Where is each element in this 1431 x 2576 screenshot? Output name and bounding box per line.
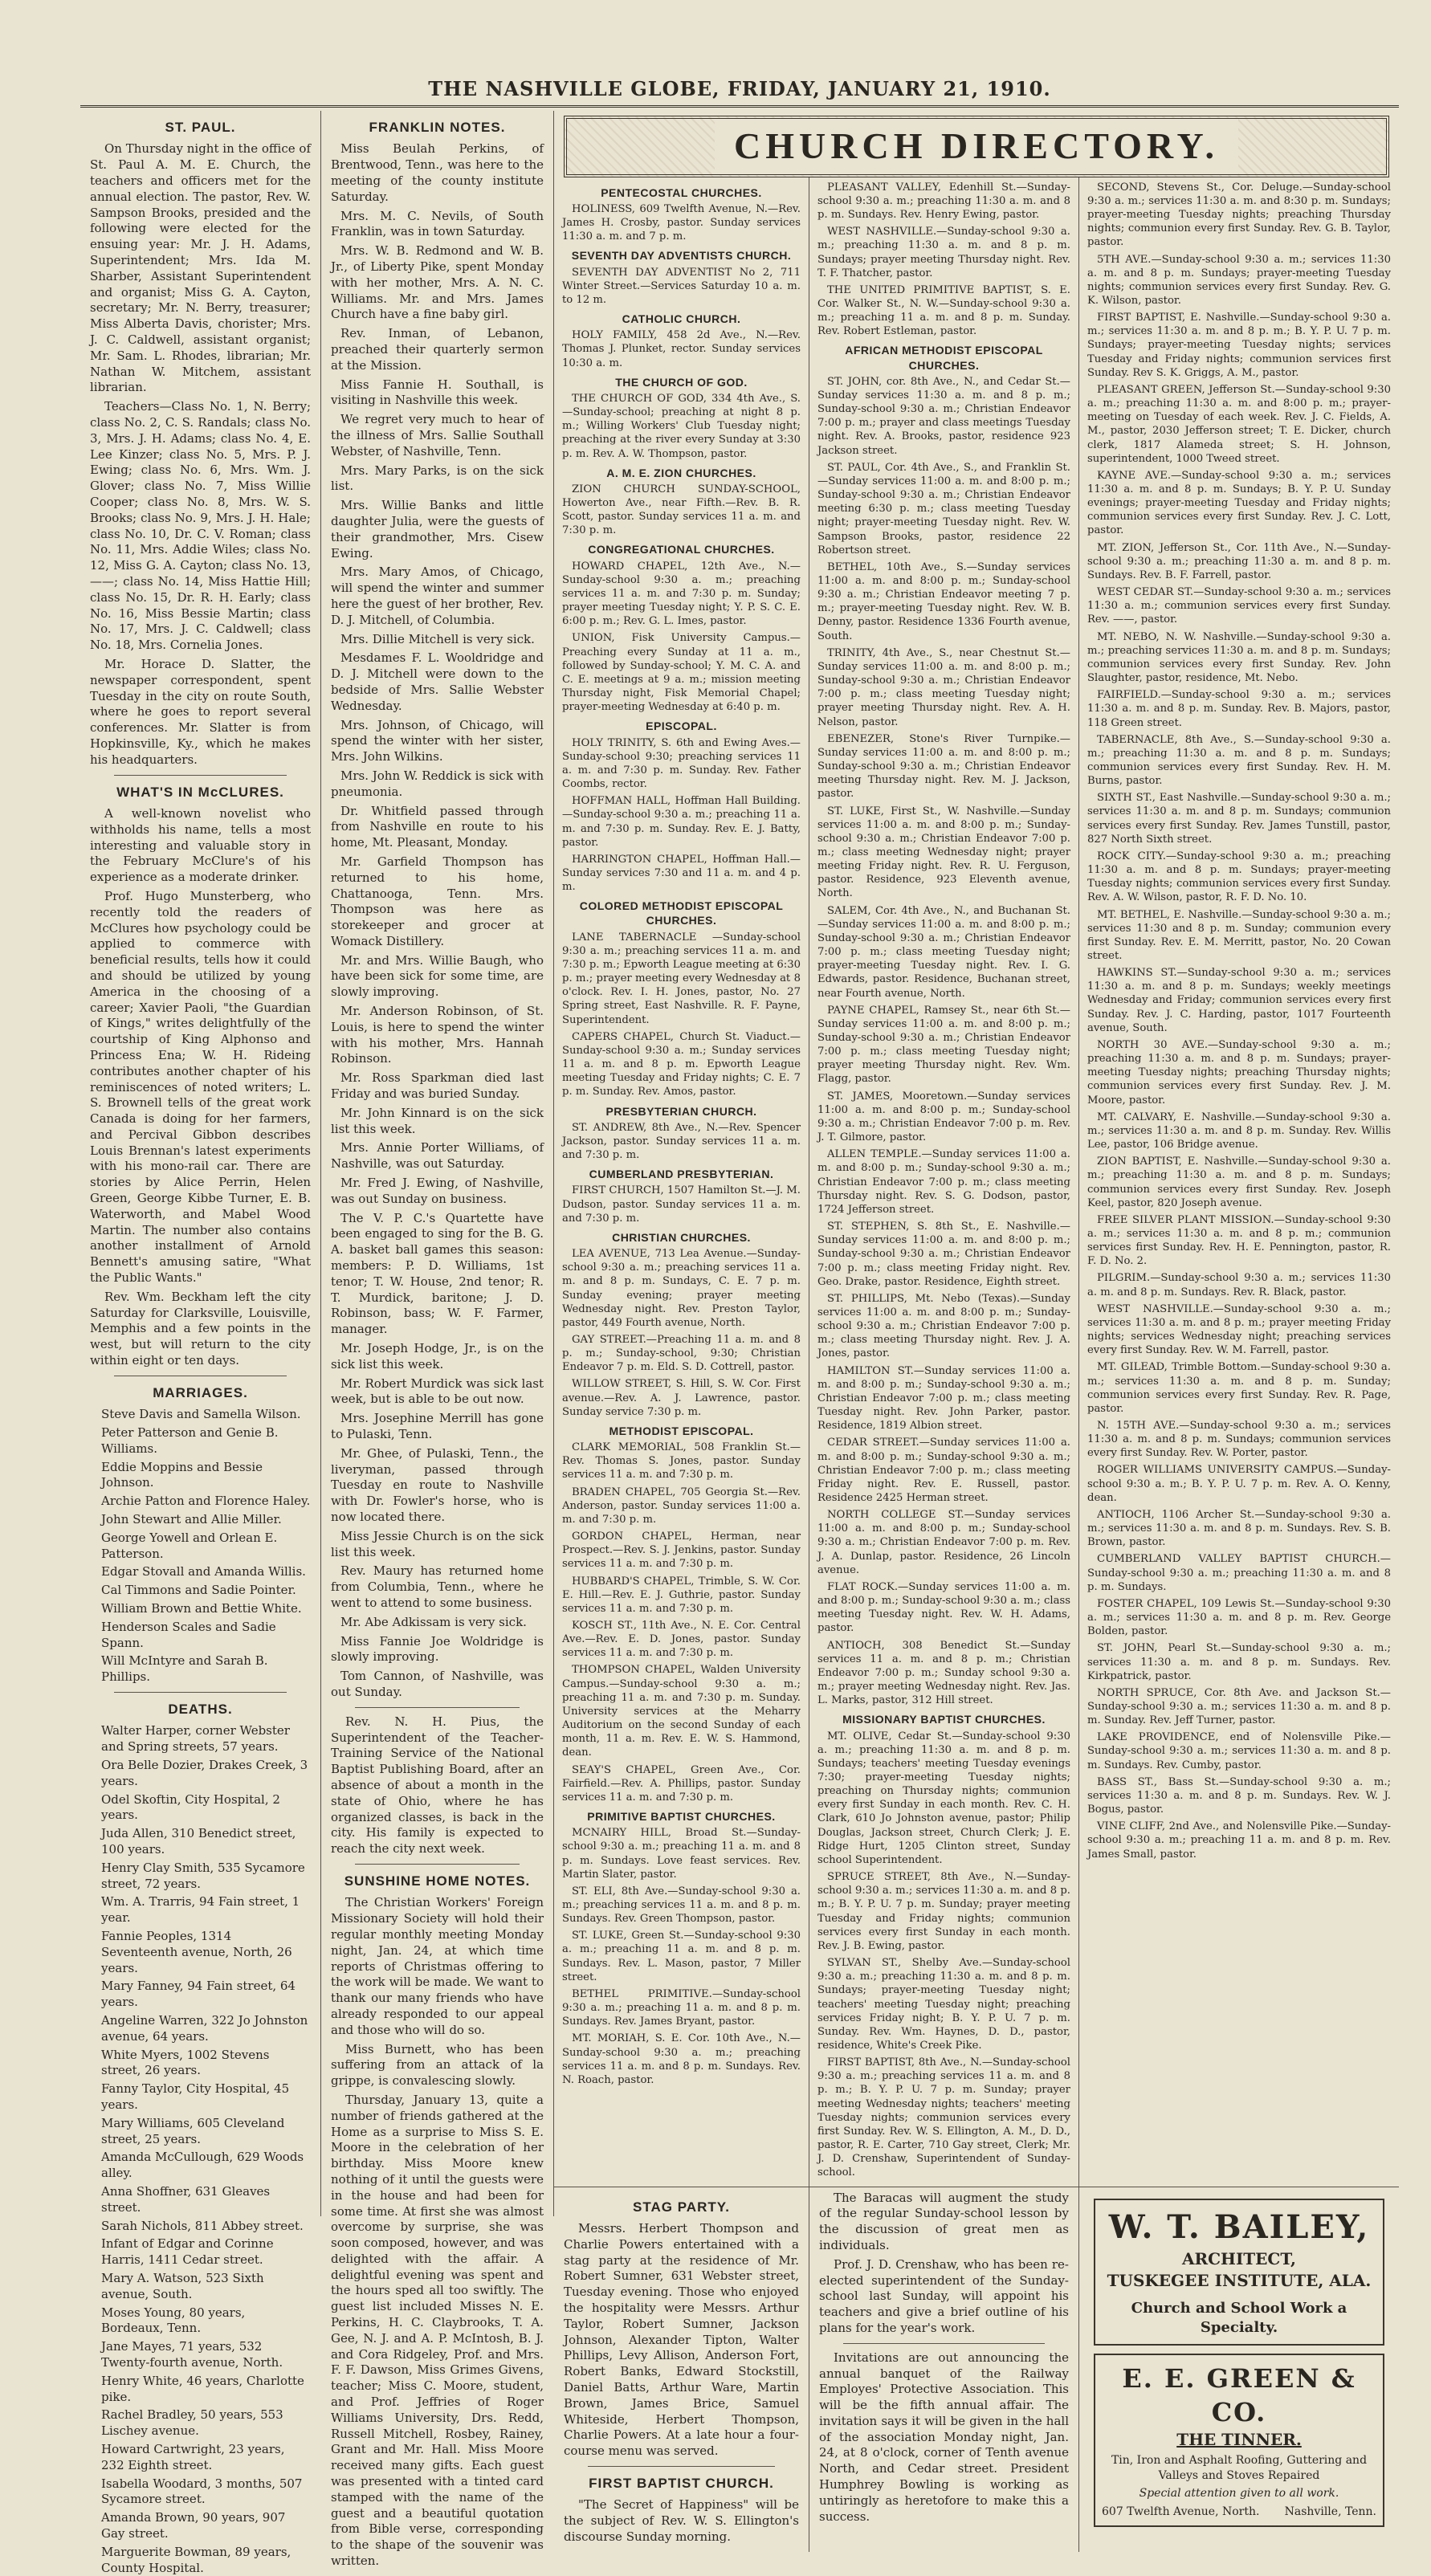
denomination-heading: CUMBERLAND PRESBYTERIAN. <box>589 1168 774 1181</box>
franklin-note: Rev. Maury has returned home from Columbia, Tenn., where he went to attend to some business. <box>331 1563 544 1610</box>
church-listing: BETHEL, 10th Ave., S.—Sunday services 11:00 a. m. and 8:00 p. m.; Sunday-school 9:30 a. m.; Christian Endeavor meeting 7 p. m.; prayer-meeting Tuesday night. Rev. W. B. Denny, pastor. Residence 1336 Fourth avenue, South. <box>817 560 1070 642</box>
deaths-list <box>90 1723 311 2576</box>
franklin-note: Mrs. W. B. Redmond and W. B. Jr., of Liberty Pike, spent Monday with her mother, Mrs. A. N. C. Williams. Mr. and Mrs. James Church have a fine baby girl. <box>331 243 544 322</box>
death-entry: Infant of Edgar and Corinne Harris, 1411 Cedar street. <box>101 2236 274 2268</box>
church-listing: ST. LUKE, First St., W. Nashville.—Sunday services 11:00 a. m. and 8:00 p. m.; Sunday-school 9:30 a. m.; Christian Endeavor 7:00 p. m.; class meeting Wednesday night; prayer meeting Friday night. Rev. R. U. Ferguson, pastor. Residence, 923 Eleventh avenue, North. <box>817 805 1070 900</box>
marriage-entry: Edgar Stovall and Amanda Willis. <box>101 1564 306 1579</box>
franklin-note: Miss Fannie Joe Woldridge is slowly improving. <box>331 1633 544 1665</box>
marriage-entry: Steve Davis and Samella Wilson. <box>101 1407 301 1422</box>
denomination-heading: PENTECOSTAL CHURCHES. <box>601 185 762 199</box>
church-listing: SYLVAN ST., Shelby Ave.—Sunday-school 9:30 a. m.; preaching 11:30 a. m. and 8 p. m. Sundays; prayer-meeting Tuesday night; teachers' meeting Tuesday night; preaching services Friday night; B. Y. P. U. 7 p. m. Sunday. Rev. Wm. Haynes, D. D., pastor, residence, White's Creek Pike. <box>817 1957 1070 2052</box>
church-directory-banner <box>564 116 1389 177</box>
franklin-note: We regret very much to hear of the illness of Mrs. Sallie Southall Webster, of Nashville, Tenn. <box>331 412 544 459</box>
church-listing: FAIRFIELD.—Sunday-school 9:30 a. m.; services 11:30 a. m. and 8 p. m. Sunday. Rev. B. Majors, pastor, 118 Green street. <box>1087 689 1391 729</box>
church-listing: HOLY TRINITY, S. 6th and Ewing Aves.—Sunday-school 9:30; preaching services 11 a. m. and 7:30 p. m. Sunday. Rev. Father Coombs, rector. <box>562 736 801 791</box>
marriage-entry: William Brown and Bettie White. <box>101 1601 302 1616</box>
denomination-heading: CONGREGATIONAL CHURCHES. <box>588 543 775 556</box>
marriage-entry: Peter Patterson and Genie B. Williams. <box>101 1425 279 1456</box>
green-subtitle: THE TINNER. <box>1176 2430 1302 2450</box>
church-listing: FIRST CHURCH, 1507 Hamilton St.—J. M. Dudson, pastor. Sunday services 11 a. m. and 7:30 p. m. <box>562 1184 801 1225</box>
church-listing: ST. JOHN, cor. 8th Ave., N., and Cedar St.—Sunday services 11:30 a. m. and 8 p. m.; Sunday-school 9:30 a. m.; Christian Endeavor 7:00 p. m.; prayer and class meetings Tuesday night. Rev. A. Brooks, pastor, residence 923 Jackson street. <box>817 375 1070 457</box>
stag-party-heading: STAG PARTY. <box>633 2199 730 2215</box>
green-note: Special attention given to all work. <box>1139 2487 1339 2501</box>
church-listing: ST. JOHN, Pearl St.—Sunday-school 9:30 a. m.; services 11:30 a. m. and 8 p. m. Sundays. Rev. Kirkpatrick, pastor. <box>1087 1642 1391 1682</box>
death-entry: Ora Belle Dozier, Drakes Creek, 3 years. <box>101 1758 308 1788</box>
bottom-column-2 <box>809 2187 1079 2552</box>
church-listing: MT. NEBO, N. W. Nashville.—Sunday-school 9:30 a. m.; preaching services 11:30 a. m. and 8 p. m. Sundays; communion services every first Sunday. Rev. John Slaughter, pastor, residence, Mt. Nebo. <box>1087 630 1391 685</box>
bailey-name: W. T. BAILEY, <box>1108 2207 1370 2246</box>
death-entry: Rachel Bradley, 50 years, 553 Lischey avenue. <box>101 2407 283 2439</box>
sunshine-paragraph-1: The Christian Workers' Foreign Missionary Society will hold their regular monthly meeting Monday night, Jan. 24, at which time reports of Christmas offering to the work will be made. We want to thank our many friends who have already responded to our appeal and those who will do so. <box>331 1895 544 2037</box>
church-listing: ZION CHURCH SUNDAY-SCHOOL, Howerton Ave., near Fifth.—Rev. B. R. Scott, pastor. Sunday services 11 a. m. and 7:30 p. m. <box>562 483 801 537</box>
church-listing: PAYNE CHAPEL, Ramsey St., near 6th St.—Sunday services 11:00 a. m. and 8:00 p. m.; Sunday-school 9:30 a. m.; Christian Endeavor 7:00 p. m.; class meeting Tuesday night; prayer meeting Thursday night. Rev. Wm. Flagg, pastor. <box>817 1004 1070 1086</box>
church-listing: NORTH COLLEGE ST.—Sunday services 11:00 a. m. and 8:00 p. m.; Sunday-school 9:30 a. m.; Christian Endeavor 7:00 p. m. Rev. J. A. Dunlap, pastor. Residence, 26 Lincoln avenue. <box>817 1509 1070 1576</box>
church-listing: HOWARD CHAPEL, 12th Ave., N.—Sunday-school 9:30 a. m.; preaching services 11 a. m. and 7:30 p. m. Sunday; prayer meeting Tuesday night; Y. P. S. C. E. 6:00 p. m.; Rev. G. L. Imes, pastor. <box>562 560 801 628</box>
death-entry: Howard Cartwright, 23 years, 232 Eighth street. <box>101 2441 285 2472</box>
church-listing: ROGER WILLIAMS UNIVERSITY CAMPUS.—Sunday-school 9:30 a. m.; B. Y. P. U. 7 p. m. Rev. A. O. Kenny, dean. <box>1087 1464 1391 1504</box>
masthead: THE NASHVILLE GLOBE, FRIDAY, JANUARY 21, 1910. <box>80 77 1399 108</box>
death-entry: Mary Williams, 605 Cleveland street, 25 years. <box>101 2115 285 2146</box>
death-entry: Moses Young, 80 years, Bordeaux, Tenn. <box>101 2305 246 2336</box>
marriage-entry: John Stewart and Allie Miller. <box>101 1512 282 1527</box>
franklin-note: Mesdames F. L. Wooldridge and D. J. Mitchell were down to the bedside of Mrs. Sallie Webster Wednesday. <box>331 650 544 713</box>
bailey-advertisement <box>1094 2199 1384 2346</box>
crenshaw-paragraph: Prof. J. D. Crenshaw, who has been re-elected superintendent of the Sunday-school last Sunday, will appoint his teachers and give a brief outline of his plans for the year's work. <box>819 2256 1069 2335</box>
death-entry: Mary Fanney, 94 Fain street, 64 years. <box>101 1979 296 2010</box>
denomination-heading: METHODIST EPISCOPAL. <box>609 1424 754 1437</box>
church-listing: KAYNE AVE.—Sunday-school 9:30 a. m.; services 11:30 a. m. and 8 p. m. Sundays; B. Y. P. U. Sunday evenings; prayer-meeting Tuesday and Friday nights; communion services every first Sunday. Rev. J. C. Lott, pastor. <box>1087 469 1391 537</box>
sunshine-paragraph-3: Thursday, January 13, quite a number of friends gathered at the Home as a surprise to Miss S. E. Moore in the celebration of her birthday. Miss Moore knew nothing of it until the guests were in the house and had been for some time. At first she was almost overcome by surprise, she was soon composed, however, and was delighted with the affair. A delightful evening was spent and the hours sped all too swiftly. The guest list included Misses N. E. Perkins, H. C. Claybrooks, T. A. Gee, N. J. and A. P. McIntosh, B. J. and Cora Ridgeley, Prof. and Mrs. F. F. Dawson, Miss Grimes Givens, teacher; Miss C. Moore, student, and Prof. Jeffries of Roger Williams University, Drs. Redd, Russell Mitchell, Rosbey, Rainey, Grant and Mr. Hall. Miss Moore received many gifts. Each guest was presented with a tinted card stamped with the name of the guest and a beautiful quotation from Bible verse, corresponding to the shape of the souvenir was written. <box>331 2092 544 2569</box>
church-listing: CEDAR STREET.—Sunday services 11:00 a. m. and 8:00 p. m.; Sunday-school 9:30 a. m.; Christian Endeavor 7:00 p. m.; class meeting Friday night. Rev. E. Russell, pastor. Residence 2425 Herman street. <box>817 1437 1070 1504</box>
denomination-heading: COLORED METHODIST EPISCOPAL CHURCHES. <box>579 899 784 927</box>
death-entry: Juda Allen, 310 Benedict street, 100 years. <box>101 1826 296 1857</box>
divider <box>588 2466 775 2467</box>
church-listing: FIRST BAPTIST, E. Nashville.—Sunday-school 9:30 a. m.; services 11:30 a. m. and 8 p. m.; B. Y. P. U. 7 p. m. Sundays; prayer-meeting Tuesday nights; services Tuesday and Friday nights; communion services first Sunday. Rev S. K. Griggs, A. M., pastor. <box>1087 312 1391 379</box>
franklin-note: Mr. and Mrs. Willie Baugh, who have been sick for some time, are slowly improving. <box>331 952 544 1000</box>
franklin-note: Rev. Inman, of Lebanon, preached their quarterly sermon at the Mission. <box>331 326 544 373</box>
church-listing: MT. ZION, Jefferson St., Cor. 11th Ave., N.—Sunday-school 9:30 a. m.; preaching 11:30 a. m. and 8 p. m. Sundays. Rev. B. F. Farrell, pastor. <box>1087 541 1391 581</box>
church-listing: HUBBARD'S CHAPEL, Trimble, S. W. Cor. E. Hill.—Rev. E. J. Guthrie, pastor. Sunday services 11 a. m. and 7:30 p. m. <box>562 1575 801 1615</box>
denomination-heading: MISSIONARY BAPTIST CHURCHES. <box>842 1713 1046 1726</box>
church-listing: THE CHURCH OF GOD, 334 4th Ave., S. —Sunday-school; preaching at night 8 p. m.; Willing Workers' Club Tuesday night; preaching at the river every Sunday at 3:30 p. m. Rev. A. W. Thompson, pastor. <box>562 392 801 460</box>
death-entry: Fannie Peoples, 1314 Seventeenth avenue, North, 26 years. <box>101 1929 292 1975</box>
church-listing: PLEASANT GREEN, Jefferson St.—Sunday-school 9:30 a. m.; preaching 11:30 a. m. and 8:00 p. m.; prayer-meeting on Tuesday of each week. Rev. J. C. Fields, A. M., pastor, 2030 Jefferson street; T. E. Dicker, church clerk, 1817 Alameda street; S. H. Johnson, superintendent, 1000 Tweed street. <box>1087 383 1391 465</box>
denomination-heading: PRIMITIVE BAPTIST CHURCHES. <box>587 1810 776 1823</box>
church-listing: FLAT ROCK.—Sunday services 11:00 a. m. and 8:00 p. m.; Sunday-school 9:30 a. m.; class meeting Tuesday night. Rev. W. H. Adams, pastor. <box>817 1580 1070 1635</box>
bottom-column-1 <box>554 2187 809 2552</box>
church-listing: SEAY'S CHAPEL, Green Ave., Cor. Fairfield.—Rev. A. Phillips, pastor. Sunday services 11 a. m. and 7:30 p. m. <box>562 1763 801 1804</box>
church-listing: PLEASANT VALLEY, Edenhill St.—Sunday-school 9:30 a. m.; preaching 11:30 a. m. and 8 p. m. Sundays. Rev. Henry Ewing, pastor. <box>817 181 1070 222</box>
church-listing: THE UNITED PRIMITIVE BAPTIST, S. E. Cor. Walker St., N. W.—Sunday-school 9:30 a. m.; preaching 11 a. m. and 8 p. m. Sunday. Rev. Robert Estleman, pastor. <box>817 283 1070 338</box>
church-listing: NORTH SPRUCE, Cor. 8th Ave. and Jackson St.—Sunday-school 9:30 a. m.; services 11:30 a. m. and 8 p. m. Sunday. Rev. Jeff Turner, pastor. <box>1087 1686 1391 1727</box>
green-address: 607 Twelfth Avenue, North. <box>1102 2505 1260 2518</box>
franklin-note: Mr. Ghee, of Pulaski, Tenn., the liveryman, passed through Tuesday en route to Nashville with Dr. Fowler's horse, who is now located there. <box>331 1445 544 1524</box>
church-listing: ANTIOCH, 308 Benedict St.—Sunday services 11 a. m. and 8 p. m.; Christian Endeavor 7:00 p. m.; Sunday school 9:30 a. m.; prayer meeting Wednesday night. Rev. Jas. L. Marks, pastor, 312 Hill street. <box>817 1639 1070 1707</box>
church-listing: MT. MORIAH, S. E. Cor. 10th Ave., N.—Sunday-school 9:30 a. m.; preaching services 11 a. m. and 8 p. m. Sundays. Rev. N. Roach, pastor. <box>562 2032 801 2086</box>
franklin-note: Mrs. Annie Porter Williams, of Nashville, was out Saturday. <box>331 1140 544 1172</box>
st-paul-heading: ST. PAUL. <box>165 120 236 135</box>
church-listing: ST. PAUL, Cor. 4th Ave., S., and Franklin St.—Sunday services 11:00 a. m. and 8:00 p. m.; Sunday-school 9:30 a. m.; Christian Endeavor meeting 6:30 p. m.; class meeting Tuesday night; prayer-meeting Tuesday night. Rev. W. Sampson Brooks, pastor, residence 22 Robertson street. <box>817 461 1070 556</box>
franklin-note: Mr. Ross Sparkman died last Friday and was buried Sunday. <box>331 1070 544 1102</box>
church-listing: SECOND, Stevens St., Cor. Deluge.—Sunday-school 9:30 a. m.; services 11:30 a. m. and 8:30 p. m. Sundays; prayer-meeting Tuesday nights; preaching Thursday nights; communion every first Sunday. Rev. G. B. Taylor, pastor. <box>1087 181 1391 249</box>
franklin-note: Mr. Fred J. Ewing, of Nashville, was out Sunday on business. <box>331 1176 544 1206</box>
church-listing: ZION BAPTIST, E. Nashville.—Sunday-school 9:30 a. m.; preaching 11:30 a. m. and 8 p. m. Sundays; communion services every first Sunday. Rev. Joseph Keel, pastor, 820 Joseph avenue. <box>1087 1156 1391 1209</box>
sunshine-paragraph-2: Miss Burnett, who has been suffering from an attack of la grippe, is convalescing slowly. <box>331 2041 544 2089</box>
church-listing: ST. ELI, 8th Ave.—Sunday-school 9:30 a. m.; preaching services 11 a. m. and 8 p. m. Sundays. Rev. Green Thompson, pastor. <box>562 1885 801 1926</box>
church-listing: CUMBERLAND VALLEY BAPTIST CHURCH.—Sunday-school 9:30 a. m.; preaching 11:30 a. m. and 8 p. m. Sundays. <box>1087 1553 1391 1593</box>
denomination-heading: CATHOLIC CHURCH. <box>622 312 741 326</box>
church-listing: VINE CLIFF, 2nd Ave., and Nolensville Pike.—Sunday-school 9:30 a. m.; preaching 11 a. m. and 8 p. m. Rev. James Small, pastor. <box>1087 1820 1391 1861</box>
death-entry: Wm. A. Trarris, 94 Fain street, 1 year. <box>101 1894 300 1926</box>
green-name: E. E. GREEN & CO. <box>1122 2362 1356 2427</box>
bottom-row <box>554 2187 1399 2552</box>
church-listing: SIXTH ST., East Nashville.—Sunday-school 9:30 a. m.; services 11:30 a. m. and 8 p. m. Sundays; communion services every first Sunday. Rev. James Tunstill, pastor, 827 North Sixth street. <box>1087 792 1391 846</box>
death-entry: Sarah Nichols, 811 Abbey street. <box>101 2218 304 2233</box>
franklin-note: Mr. John Kinnard is on the sick list this week. <box>331 1105 544 1136</box>
franklin-notes <box>331 141 544 1700</box>
marriage-entry: George Yowell and Orlean E. Patterson. <box>101 1530 278 1561</box>
church-listing: BETHEL PRIMITIVE.—Sunday-school 9:30 a. m.; preaching 11 a. m. and 8 p. m. Sundays. Rev. James Bryant, pastor. <box>562 1987 801 2028</box>
death-entry: Mary A. Watson, 523 Sixth avenue, South. <box>101 2270 264 2301</box>
franklin-note: Mrs. Willie Banks and little daughter Julia, were the guests of their grandmother, Mrs. Cisew Ewing. <box>331 498 544 560</box>
column-2 <box>321 111 554 2569</box>
pius-paragraph: Rev. N. H. Pius, the Superintendent of the Teacher-Training Service of the National Baptist Publishing Board, after an absence of about a month in the state of Ohio, where he has organized classes, is back in the city. His family is expected to reach the city next week. <box>331 1714 544 1857</box>
franklin-note: Mrs. M. C. Nevils, of South Franklin, was in town Saturday. <box>331 208 544 239</box>
green-services: Tin, Iron and Asphalt Roofing, Guttering and Valleys and Stoves Repaired <box>1111 2454 1368 2482</box>
marriage-entry: Will McIntyre and Sarah B. Phillips. <box>101 1653 268 1685</box>
church-listing: WEST CEDAR ST.—Sunday-school 9:30 a. m.; services 11:30 a. m.; communion services every first Sunday. Rev. ——, pastor. <box>1087 586 1391 626</box>
marriages-heading: MARRIAGES. <box>153 1384 248 1400</box>
church-listing: NORTH 30 AVE.—Sunday-school 9:30 a. m.; preaching 11:30 a. m. and 8 p. m. Sundays; prayer-meeting Tuesday nights; preaching Thursday nights; communion services every first Sunday. Rev. J. M. Moore, pastor. <box>1087 1038 1391 1107</box>
church-listing: GAY STREET.—Preaching 11 a. m. and 8 p. m.; Sunday-school, 9:30; Christian Endeavor 7 p. m. Eld. S. D. Cottrell, pastor. <box>562 1333 801 1374</box>
death-entry: White Myers, 1002 Stevens street, 26 years. <box>101 2047 270 2078</box>
marriages-list <box>90 1407 311 1685</box>
death-entry: Fanny Taylor, City Hospital, 45 years. <box>101 2081 290 2112</box>
franklin-note: Mr. Joseph Hodge, Jr., is on the sick list this week. <box>331 1341 544 1372</box>
green-advertisement <box>1094 2354 1384 2528</box>
deaths-heading: DEATHS. <box>168 1702 233 1718</box>
mcclures-paragraph-1: A well-known novelist who withholds his name, tells a most interesting and valuable story in the February McClure's of his experience as a moderate drinker. <box>90 805 311 885</box>
church-listing: ST. LUKE, Green St.—Sunday-school 9:30 a. m.; preaching 11 a. m. and 8 p. m. Sundays. Rev. L. Mason, pastor, 7 Miller street. <box>562 1930 801 1983</box>
franklin-note: Mr. Abe Adkissam is very sick. <box>340 1614 527 1629</box>
franklin-note: Mrs. Mary Amos, of Chicago, will spend the winter and summer here the guest of her brother, Rev. D. J. Mitchell, of Columbia. <box>331 565 544 627</box>
mcclures-heading: WHAT'S IN McCLURES. <box>116 784 284 800</box>
death-entry: Henry White, 46 years, Charlotte pike. <box>101 2373 304 2404</box>
franklin-note: Mr. Robert Murdick was sick last week, but is able to be out now. <box>331 1376 544 1407</box>
death-entry: Odel Skoftin, City Hospital, 2 years. <box>101 1791 280 1823</box>
church-directory-title: CHURCH DIRECTORY. <box>715 119 1238 174</box>
church-listing: HAMILTON ST.—Sunday services 11:00 a. m. and 8:00 p. m.; Sunday-school 9:30 a. m.; Christian Endeavor 7:00 p. m.; class meeting Tuesday night. Rev. John Parker, pastor. Residence, 1819 Albion street. <box>817 1364 1070 1433</box>
denomination-heading: CHRISTIAN CHURCHES. <box>612 1230 751 1244</box>
church-listing: FIRST BAPTIST, 8th Ave., N.—Sunday-school 9:30 a. m.; preaching services 11 a. m. and 8 p. m.; B. Y. P. U. 7 p. m. Sunday; prayer meeting Wednesday nights; teachers' meeting Tuesday nights; communion services every first Sunday. Rev. W. S. Ellington, A. M., D. D., pastor, R. E. Carter, 710 Gay street, Clerk; Mr. J. D. Crenshaw, Superintendent of Sunday-school. <box>817 2056 1070 2179</box>
church-listing: FOSTER CHAPEL, 109 Lewis St.—Sunday-school 9:30 a. m.; services 11:30 a. m. and 8 p. m. Rev. George Bolden, pastor. <box>1087 1597 1391 1638</box>
franklin-note: Mr. Garfield Thompson has returned to his home, Chattanooga, Tenn. Mrs. Thompson was here as storekeeper and grocer at Womack Distillery. <box>331 854 544 948</box>
banquet-paragraph: Invitations are out announcing the annual banquet of the Railway Employes' Protective Association. This will be the fifth annual affair. The invitation says it will be given in the hall of the association Monday night, Jan. 24, at 8 o'clock, corner of Tenth avenue North, and Cedar street. President Humphrey Bowling is working as untiringly as heretofore to make this a success. <box>819 2350 1069 2524</box>
church-listing: ANTIOCH, 1106 Archer St.—Sunday-school 9:30 a. m.; services 11:30 a. m. and 8 p. m. Sundays. Rev. S. B. Brown, pastor. <box>1087 1508 1391 1549</box>
church-listing: PILGRIM.—Sunday-school 9:30 a. m.; services 11:30 a. m. and 8 p. m. Sundays. Rev. R. Black, pastor. <box>1087 1272 1391 1298</box>
directory-column-1 <box>554 177 809 2187</box>
beckham-paragraph: Rev. Wm. Beckham left the city Saturday for Clarksville, Louisville, Memphis and a few points in the west, but will return to the city within eight or ten days. <box>90 1289 311 1368</box>
church-listing: MT. BETHEL, E. Nashville.—Sunday-school 9:30 a. m.; services 11:30 and 8 p. m. Sunday; communion every first Sunday. Rev. E. M. Merritt, pastor, No. 20 Cowan street. <box>1087 908 1391 962</box>
church-listing: CLARK MEMORIAL, 508 Franklin St.—Rev. Thomas S. Jones, pastor. Sunday services 11 a. m. and 7:30 p. m. <box>562 1441 801 1482</box>
church-listing: N. 15TH AVE.—Sunday-school 9:30 a. m.; services 11:30 a. m. and 8 p. m. Sundays; communion services every first Sunday. Rev. W. Porter, pastor. <box>1087 1420 1391 1460</box>
franklin-heading: FRANKLIN NOTES. <box>369 120 506 135</box>
church-listing: ROCK CITY.—Sunday-school 9:30 a. m.; preaching 11:30 a. m. and 8 p. m. Sundays; prayer-meeting Tuesday nights; communion services every first Sunday. Rev. A. W. Wilson, pastor, R. F. D. No. 10. <box>1087 850 1391 904</box>
church-listing: TRINITY, 4th Ave., S., near Chestnut St.—Sunday services 11:00 a. m. and 8:00 p. m.; Sunday-school 9:30 a. m.; Christian Endeavor 7:00 p. m.; class meeting Tuesday night; prayer meeting Thursday night. Rev. A. H. Nelson, pastor. <box>817 646 1070 728</box>
church-listing: GORDON CHAPEL, Herman, near Prospect.—Rev. S. J. Jenkins, pastor. Sunday services 11 a. m. and 7:30 p. m. <box>562 1531 801 1571</box>
church-listing: THOMPSON CHAPEL, Walden University Campus.—Sunday-school 9:30 a. m.; preaching 11 a. m. and 7:30 p. m. Sunday. University services at the Meharry Auditorium on the second Sunday of each month, 11 a. m. Rev. E. W. S. Hammond, dean. <box>562 1664 801 1759</box>
church-listing: ST. PHILLIPS, Mt. Nebo (Texas).—Sunday services 11:00 a. m. and 8:00 p. m.; Sunday-school 9:30 a. m.; Christian Endeavor 7:00 p. m.; class meeting Thursday night. Rev. J. A. Jones, pastor. <box>817 1292 1070 1360</box>
church-listing: ALLEN TEMPLE.—Sunday services 11:00 a. m. and 8:00 p. m.; Sunday-school 9:30 a. m.; Christian Endeavor 7:00 p. m.; class meeting Thursday night. Rev. S. G. Dodson, pastor, 1724 Jefferson street. <box>817 1148 1070 1216</box>
church-listing: LAKE PROVIDENCE, end of Nolensville Pike.—Sunday-school 9:30 a. m.; services 11:30 a. m. and 8 p. m. Sundays. Rev. Cumby, pastor. <box>1087 1731 1391 1771</box>
directory-column-3 <box>1079 177 1399 2187</box>
church-listing: EBENEZER, Stone's River Turnpike.—Sunday services 11:00 a. m. and 8:00 p. m.; Sunday-school 9:30 a. m.; Christian Endeavor meeting Thursday night. Rev. M. J. Jackson, pastor. <box>817 732 1070 801</box>
baracas-paragraph: The Baracas will augment the study of the regular Sunday-school lesson by the discussion of great men as individuals. <box>819 2190 1069 2252</box>
church-listing: WEST NASHVILLE.—Sunday-school 9:30 a. m.; services 11:30 a. m. and 8 p. m.; prayer meeting Friday nights; services Wednesday night; preaching services every first Sunday. Rev. W. M. Farrell, pastor. <box>1087 1302 1391 1357</box>
death-entry: Angeline Warren, 322 Jo Johnston avenue, 64 years. <box>101 2013 308 2044</box>
st-paul-teachers: Teachers—Class No. 1, N. Berry; class No. 2, C. S. Randals; class No. 3, Mrs. J. H. Adams; class No. 4, E. Lee Kinzer; class No. 5, Mrs. P. J. Ewing; class No. 6, Mrs. Wm. J. Glover; class No. 7, Miss Willie Cooper; class No. 8, Mrs. W. S. Brooks; class No. 9, Mrs. J. H. Hale; class No. 10, Dr. C. V. Roman; class No. 11, Mrs. Addie Wiles; class No. 12, Miss G. A. Cayton; class No. 13, ——; class No. 14, Miss Hattie Hill; class No. 15, Dr. R. H. Early; class No. 16, Miss Bessie Martin; class No. 17, Mrs. J. C. Caldwell; class No. 18, Mrs. Cornelia Jones. <box>90 399 311 653</box>
denomination-heading: A. M. E. ZION CHURCHES. <box>606 466 756 479</box>
church-listing: LANE TABERNACLE —Sunday-school 9:30 a. m.; preaching services 11 a. m. and 7:30 p. m.; Epworth League meeting at 6:30 p. m.; prayer meeting every Wednesday at 8 o'clock. Rev. I. H. Jones, pastor, No. 27 Spring street, East Nashville. R. F. Payne, Superintendent. <box>562 931 801 1026</box>
marriage-entry: Cal Timmons and Sadie Pointer. <box>101 1583 296 1598</box>
bailey-place: TUSKEGEE INSTITUTE, ALA. <box>1107 2270 1372 2290</box>
franklin-note: Mrs. John W. Reddick is sick with pneumonia. <box>331 768 544 799</box>
church-listing: SPRUCE STREET, 8th Ave., N.—Sunday-school 9:30 a. m.; services 11:30 a. m. and 8 p. m.; B. Y. P. U. 7 p. m. Sunday; prayer meeting Tuesday and Friday nights; communion services every first Sunday in each month. Rev. J. B. Ewing, pastor. <box>817 1871 1070 1952</box>
divider <box>843 2343 1045 2344</box>
church-listing: SALEM, Cor. 4th Ave., N., and Buchanan St.—Sunday services 11:00 a. m. and 8:00 p. m.; Sunday-school 9:30 a. m.; Christian Endeavor 7:00 p. m.; class meeting Tuesday night; prayer-meeting Tuesday night. Rev. I. G. Edwards, pastor. Residence, Buchanan street, near Fourth avenue, North. <box>817 904 1070 1000</box>
church-listing: WEST NASHVILLE.—Sunday-school 9:30 a. m.; preaching 11:30 a. m. and 8 p. m. Sundays; prayer meeting Thursday night. Rev. T. F. Thatcher, pastor. <box>817 226 1070 279</box>
bottom-column-3 <box>1079 2187 1399 2552</box>
franklin-note: Mrs. Johnson, of Chicago, will spend the winter with her sister, Mrs. John Wilkins. <box>331 717 544 764</box>
column-1 <box>80 111 321 2575</box>
divider <box>114 1692 287 1693</box>
denomination-heading: THE CHURCH OF GOD. <box>615 375 748 389</box>
church-listing: BRADEN CHAPEL, 705 Georgia St.—Rev. Anderson, pastor. Sunday services 11:00 a. m. and 7:30 p. m. <box>562 1486 801 1526</box>
death-entry: Walter Harper, corner Webster and Spring streets, 57 years. <box>101 1723 290 1755</box>
divider <box>355 1864 520 1865</box>
franklin-note: Miss Beulah Perkins, of Brentwood, Tenn., was here to the meeting of the county institute Saturday. <box>331 141 544 204</box>
directory-column-2 <box>809 177 1079 2187</box>
church-listing: ST. STEPHEN, S. 8th St., E. Nashville.—Sunday services 11:00 a. m. and 8:00 p. m.; Sunday-school 9:30 a. m.; Christian Endeavor 7:00 p. m.; class meeting Friday night. Rev. Geo. Drake, pastor. Residence, Eighth street. <box>817 1221 1070 1288</box>
church-listing: LEA AVENUE, 713 Lea Avenue.—Sunday-school 9:30 a. m.; preaching services 11 a. m. and 8 p. m. Sundays, C. E. 7 p. m. Sunday evening; prayer meeting Wednesday night. Rev. Preston Taylor, pastor, 449 Fourth avenue, North. <box>562 1248 801 1329</box>
denomination-heading: AFRICAN METHODIST EPISCOPAL CHURCHES. <box>845 344 1043 372</box>
stag-party-paragraph: Messrs. Herbert Thompson and Charlie Powers entertained with a stag party at the residence of Mr. Robert Sumner, 631 Webster street, Tuesday evening. Those who enjoyed the hospitality were Messrs. Arthur Taylor, Robert Sumner, Jackson Johnson, Alexander Tipton, Walter Phillips, Levy Allison, Anderson Fort, Robert Banks, Edward Stockstill, Daniel Batts, Arthur Ware, Martin Brown, James Brice, Samuel Whiteside, Herbert Thompson, Charlie Powers. At a late hour a four-course menu was served. <box>564 2220 799 2459</box>
bailey-specialty: Church and School Work a Specialty. <box>1131 2300 1347 2336</box>
church-listing: HOFFMAN HALL, Hoffman Hall Building.—Sunday-school 9:30 a. m.; preaching 11 a. m. and 7:30 p. m. Sunday. Rev. E. J. Batty, pastor. <box>562 795 801 849</box>
church-listing: MT. CALVARY, E. Nashville.—Sunday-school 9:30 a. m.; services 11:30 a. m. and 8 p. m. Sunday. Rev. Willis Lee, pastor, 106 Bridge avenue. <box>1087 1111 1391 1151</box>
church-listing: MT. GILEAD, Trimble Bottom.—Sunday-school 9:30 a. m.; services 11:30 a. m. and 8 p. m. Sunday; communion services every first Sunday. Rev. R. Page, pastor. <box>1087 1361 1391 1415</box>
franklin-note: Miss Jessie Church is on the sick list this week. <box>331 1528 544 1559</box>
bailey-title: ARCHITECT, <box>1181 2249 1296 2269</box>
st-paul-paragraph: On Thursday night in the office of St. Paul A. M. E. Church, the teachers and officers met for the annual election. The pastor, Rev. W. Sampson Brooks, presided and the following were elected for the ensuing year: Mr. J. H. Adams, Superintendent; Mrs. Ida M. Sharber, Assistant Superintendent and organist; Miss G. A. Cayton, secretary; Mr. N. Berry, treasurer; Miss Alberta Davis, chorister; Mrs. J. C. Caldwell, assistant organist; Mr. Sam. L. Rhodes, librarian; Mr. Nathan W. Mitchem, assistant librarian. <box>90 141 311 395</box>
church-listing: TABERNACLE, 8th Ave., S.—Sunday-school 9:30 a. m.; preaching 11:30 a. m. and 8 p. m. Sundays; communion services every first Sunday. Rev. H. M. Burns, pastor. <box>1087 733 1391 788</box>
slatter-paragraph: Mr. Horace D. Slatter, the newspaper correspondent, spent Tuesday in the city on route South, where he goes to report several conferences. Mr. Slatter is from Hopkinsville, Ky., which he makes his headquarters. <box>90 656 311 767</box>
columns <box>80 111 1399 2575</box>
mcclures-paragraph-2: Prof. Hugo Munsterberg, who recently told the readers of McClures how psychology could be applied to commerce with beneficial results, tells how it could and should be utilized by young America in the choosing of a career; Xavier Paoli, "the Guardian of Kings," writes delightfully of the courtship of King Alphonso and Princess Ena; W. H. Rideing contributes another chapter of his reminiscences of noted writers; L. S. Brownell tells of the great work Canada is doing for her farmers, and Percival Gibbon describes Louis Brennan's latest experiments with his mono-rail car. There are stories by Alice Perrin, Helen Green, George Kibbe Turner, E. B. Waterworth, and Mabel Wood Martin. The number also contains another installment of Arnold Bennett's amusing satire, "What the Public Wants." <box>90 888 311 1286</box>
first-baptist-heading: FIRST BAPTIST CHURCH. <box>589 2475 774 2491</box>
denomination-heading: SEVENTH DAY ADVENTISTS CHURCH. <box>571 249 792 263</box>
church-listing: HOLY FAMILY, 458 2d Ave., N.—Rev. Thomas J. Plunket, rector. Sunday services 10:30 a. m. <box>562 329 801 369</box>
sunshine-heading: SUNSHINE HOME NOTES. <box>344 1873 531 1889</box>
denomination-heading: PRESBYTERIAN CHURCH. <box>605 1104 757 1118</box>
church-listing: BASS ST., Bass St.—Sunday-school 9:30 a. m.; services 11:30 a. m. and 8 p. m. Sundays. Rev. W. J. Bogus, pastor. <box>1087 1775 1391 1816</box>
green-footer <box>1102 2505 1376 2519</box>
church-listing: MT. OLIVE, Cedar St.—Sunday-school 9:30 a. m.; preaching 11:30 a. m. and 8 p. m. Sundays; teachers' meeting Tuesday evenings 7:30; prayer-meeting Tuesday nights; preaching on Thursday nights; communion every first Sunday in each month. Rev. C. H. Clark, 610 Jo Johnston avenue, pastor; Philip Douglas, Jackson street, Church Clerk; J. E. Ridge Hurt, 1205 Clinton street, Sunday school Superintendent. <box>817 1730 1070 1866</box>
franklin-note: Tom Cannon, of Nashville, was out Sunday. <box>331 1669 544 1699</box>
first-baptist-paragraph: "The Secret of Happiness" will be the subject of Rev. W. S. Ellington's discourse Sunday morning. <box>564 2497 799 2544</box>
franklin-note: Mrs. Mary Parks, is on the sick list. <box>331 463 544 494</box>
death-entry: Amanda McCullough, 629 Woods alley. <box>101 2150 304 2181</box>
franklin-note: Dr. Whitfield passed through from Nashville en route to his home, Mt. Pleasant, Monday. <box>331 803 544 850</box>
franklin-note: The V. P. C.'s Quartette have been engaged to sing for the B. G. A. basket ball games this season: members: P. D. Williams, 1st tenor; T. W. House, 2nd tenor; R. T. Murdick, baritone; J. D. Robinson, bass; W. F. Farmer, manager. <box>331 1210 544 1337</box>
church-listing: 5TH AVE.—Sunday-school 9:30 a. m.; services 11:30 a. m. and 8 p. m. Sundays; prayer-meeting Tuesday nights; communion services every first Sunday. Rev. G. K. Wilson, pastor. <box>1087 253 1391 307</box>
franklin-note: Miss Fannie H. Southall, is visiting in Nashville this week. <box>331 377 544 408</box>
death-entry: Jane Mayes, 71 years, 532 Twenty-fourth avenue, North. <box>101 2339 283 2370</box>
directory-columns <box>554 177 1399 2187</box>
marriage-entry: Archie Patton and Florence Haley. <box>101 1494 311 1509</box>
church-listing: WILLOW STREET, S. Hill, S. W. Cor. First avenue.—Rev. A. J. Lawrence, pastor. Sunday service 7:30 p. m. <box>562 1378 801 1418</box>
franklin-note: Mr. Anderson Robinson, of St. Louis, is here to spend the winter with his mother, Mrs. Hannah Robinson. <box>331 1004 544 1066</box>
church-listing: HOLINESS, 609 Twelfth Avenue, N.—Rev. James H. Crosby, pastor. Sunday services 11:30 a. m. and 7 p. m. <box>562 202 801 243</box>
church-listing: HAWKINS ST.—Sunday-school 9:30 a. m.; services 11:30 a. m. and 8 p. m. Sundays; weekly meetings Wednesday and Friday; communion services every first Sunday. Rev. J. C. Harding, pastor, 1017 Fourteenth avenue, South. <box>1087 967 1391 1034</box>
green-city: Nashville, Tenn. <box>1284 2505 1376 2518</box>
church-listing: HARRINGTON CHAPEL, Hoffman Hall.—Sunday services 7:30 and 11 a. m. and 4 p. m. <box>562 853 801 894</box>
church-listing: SEVENTH DAY ADVENTIST No 2, 711 Winter Street.—Services Saturday 10 a. m. to 12 m. <box>562 266 801 306</box>
divider <box>355 1707 520 1708</box>
death-entry: Marguerite Bowman, 89 years, County Hospital. <box>101 2544 292 2575</box>
franklin-note: Mrs. Josephine Merrill has gone to Pulaski, Tenn. <box>331 1411 544 1441</box>
marriage-entry: Eddie Moppins and Bessie Johnson. <box>101 1459 263 1490</box>
marriage-entry: Henderson Scales and Sadie Spann. <box>101 1619 276 1650</box>
church-listing: CAPERS CHAPEL, Church St. Viaduct.—Sunday-school 9:30 a. m.; Sunday services 11 a. m. and 8 p. m. Epworth League meeting Tuesday and Friday nights; C. E. 7 p. m. Sunday. Rev. Amos, pastor. <box>562 1030 801 1098</box>
church-listing: KOSCH ST., 11th Ave., N. E. Cor. Central Ave.—Rev. E. D. Jones, pastor. Sunday services 11 a. m. and 7:30 p. m. <box>562 1619 801 1660</box>
death-entry: Anna Shoffner, 631 Gleaves street. <box>101 2183 271 2215</box>
church-listing: ST. ANDREW, 8th Ave., N.—Rev. Spencer Jackson, pastor. Sunday services 11 a. m. and 7:30 p. m. <box>562 1121 801 1162</box>
church-listing: FREE SILVER PLANT MISSION.—Sunday-school 9:30 a. m.; services 11:30 a. m. and 8 p. m.; communion services first Sunday. Rev. H. E. Pennington, pastor, R. F. D. No. 2. <box>1087 1213 1391 1268</box>
denomination-heading: EPISCOPAL. <box>646 719 717 733</box>
franklin-note: Mrs. Dillie Mitchell is very sick. <box>340 631 535 646</box>
divider <box>114 775 287 776</box>
death-entry: Amanda Brown, 90 years, 907 Gay street. <box>101 2510 286 2541</box>
death-entry: Henry Clay Smith, 535 Sycamore street, 72 years. <box>101 1860 305 1891</box>
church-listing: ST. JAMES, Mooretown.—Sunday services 11:00 a. m. and 8:00 p. m.; Sunday-school 9:30 a. m.; Christian Endeavor 7:00 p. m. Rev. J. T. Gilmore, pastor. <box>817 1090 1070 1144</box>
church-directory-section <box>554 111 1399 2544</box>
death-entry: Isabella Woodard, 3 months, 507 Sycamore street. <box>101 2476 303 2507</box>
church-listing: UNION, Fisk University Campus.—Preaching every Sunday at 11 a. m., followed by Sunday-school; Y. M. C. A. and C. E. meetings at 9 a. m.; mission meeting Thursday night, Fisk Memorial Chapel; prayer-meeting Wednesday at 6:40 p. m. <box>562 632 801 714</box>
church-listing: MCNAIRY HILL, Broad St.—Sunday-school 9:30 a. m.; preaching 11 a. m. and 8 p. m. Sundays. Love feast services. Rev. Martin Slater, pastor. <box>562 1827 801 1881</box>
